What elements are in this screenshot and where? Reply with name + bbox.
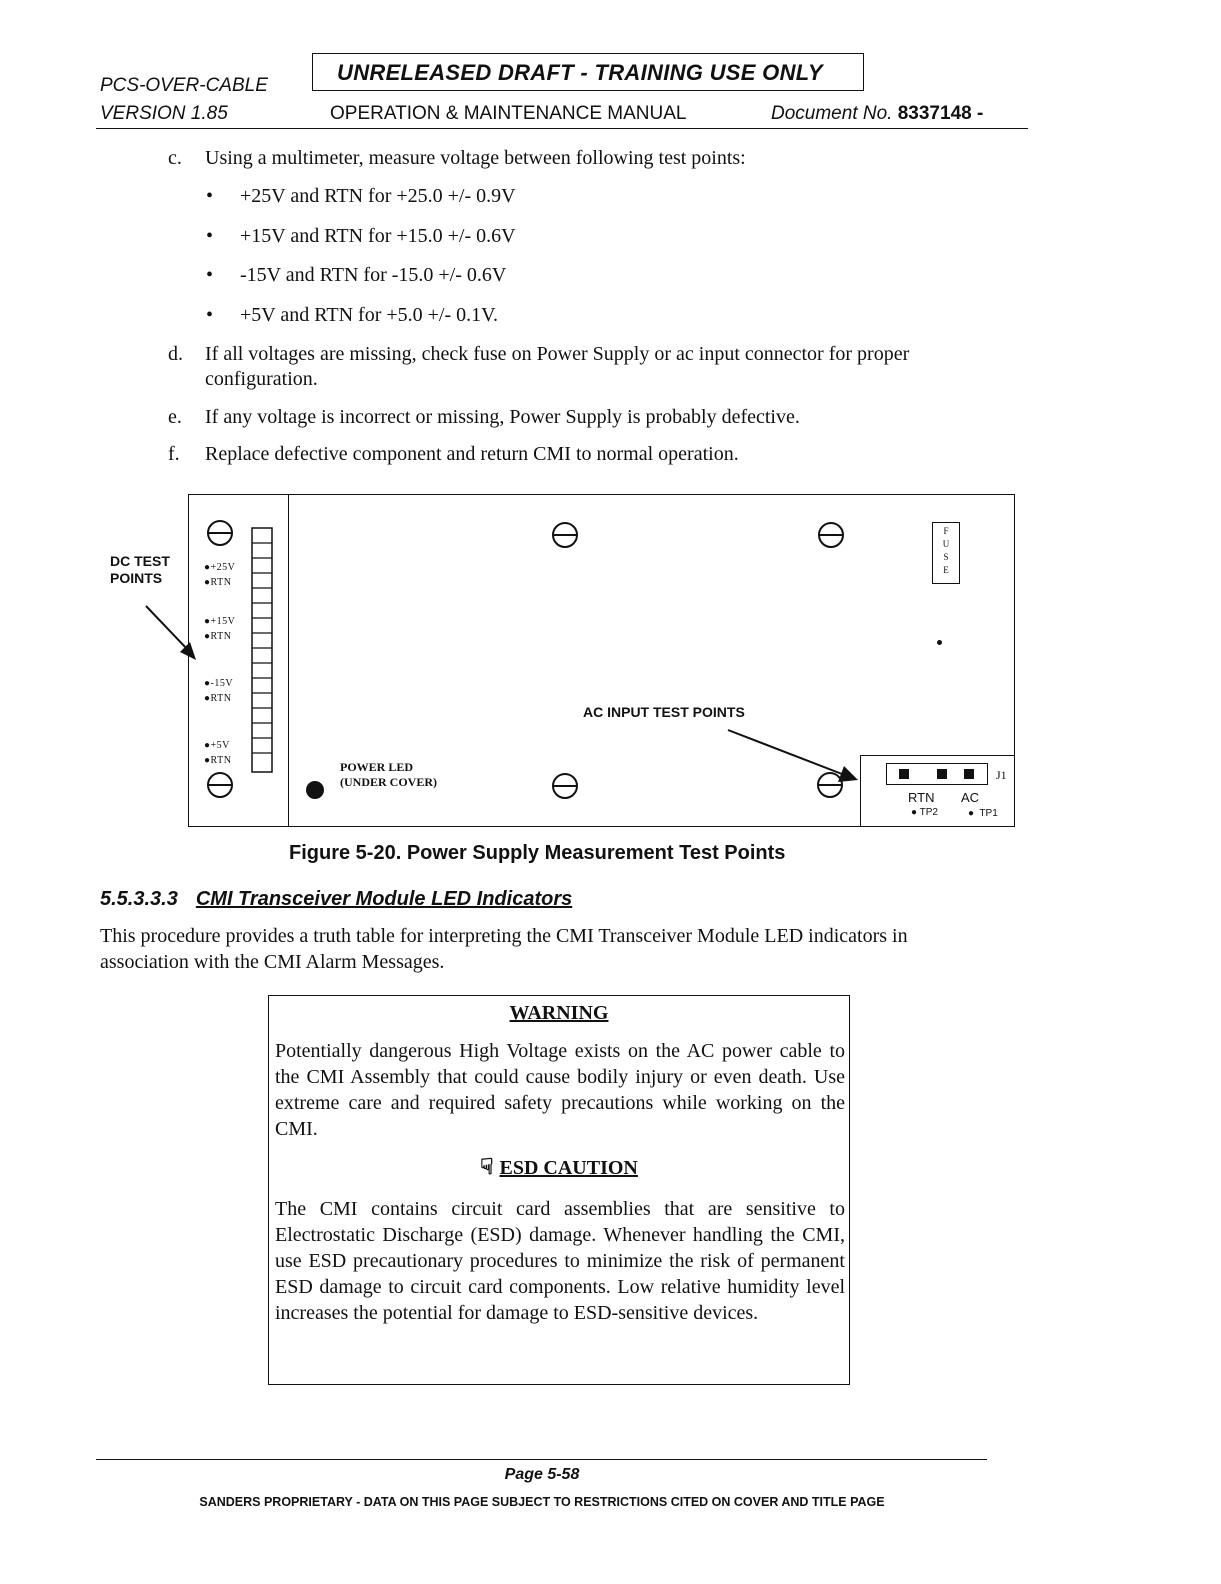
test-point-dot: ● — [204, 740, 211, 751]
step-label: e. — [168, 406, 182, 428]
warning-heading: WARNING — [509, 1002, 609, 1024]
esd-text: The CMI contains circuit card assemblies that are sensitive to Electrostatic Discharge (ESD) damage. Whenever handling the CMI, use ESD precautionary procedures to minimize the risk of permanent ESD damage to circuit card components. Low relative humidity level increases the potential for damage to ESD-sensitive devices. — [275, 1198, 845, 1324]
tp2-dot: ● — [911, 807, 920, 818]
draft-banner — [312, 53, 864, 91]
test-point-dot: ● — [204, 755, 211, 766]
step-label: d. — [168, 343, 183, 365]
warning-box — [268, 995, 850, 1385]
screw-icon — [205, 770, 235, 800]
bullet-icon: • — [206, 185, 214, 207]
step-text: Replace defective component and return CMI to normal operation. — [205, 443, 739, 465]
connector-pin — [937, 769, 947, 779]
connector-pin — [899, 769, 909, 779]
page-number: Page 5-58 — [504, 1466, 580, 1483]
terminal-strip — [251, 527, 275, 775]
ac-label: AC — [961, 790, 980, 805]
bullet-icon: • — [206, 304, 214, 326]
test-point-label: RTN — [210, 577, 232, 588]
tp1-dot: ● — [968, 808, 980, 819]
step-label: f. — [168, 443, 180, 465]
step-text: If all voltages are missing, check fuse on Power Supply or ac input connector for proper configuration. — [205, 343, 910, 390]
section-title: CMI Transceiver Module LED Indicators — [195, 888, 573, 910]
test-point — [204, 750, 231, 768]
header-product: PCS-OVER-CABLE — [100, 75, 268, 96]
esd-heading: ESD CAUTION — [499, 1157, 638, 1179]
bullet-text: +25V and RTN for +25.0 +/- 0.9V — [240, 185, 516, 207]
header-version: VERSION 1.85 — [100, 103, 228, 124]
bullet-icon: • — [206, 264, 214, 286]
step-text: Using a multimeter, measure voltage between following test points: — [205, 147, 746, 169]
test-point-label: RTN — [210, 631, 232, 642]
small-dot — [937, 640, 942, 645]
test-point-dot: ● — [204, 693, 211, 704]
screw-icon — [205, 518, 235, 548]
test-point-dot: ● — [204, 562, 211, 573]
fuse-letter: S — [943, 552, 949, 562]
doc-number: 8337148 - — [897, 103, 984, 124]
doc-label: Document No. — [771, 103, 893, 124]
tp1-label: TP1 — [979, 808, 998, 819]
test-point-label: RTN — [210, 693, 232, 704]
test-point-label: RTN — [210, 755, 232, 766]
power-led-text: POWER LED — [340, 760, 414, 774]
test-point-label: +15V — [210, 616, 236, 627]
bullet-icon: • — [206, 225, 214, 247]
test-point-dot: ● — [204, 678, 211, 689]
fuse-letter: U — [942, 539, 950, 549]
connector-pin — [964, 769, 974, 779]
draft-banner-text: UNRELEASED DRAFT - TRAINING USE ONLY — [337, 60, 823, 85]
connector-label: J1 — [996, 768, 1007, 782]
step-label: c. — [168, 147, 182, 169]
esd-heading-row — [269, 1154, 849, 1180]
bullet-text: +5V and RTN for +5.0 +/- 0.1V. — [240, 304, 498, 326]
proprietary-note: SANDERS PROPRIETARY - DATA ON THIS PAGE SUBJECT TO RESTRICTIONS CITED ON COVER AND TITLE PAGE — [199, 1495, 885, 1509]
rtn-label: RTN — [908, 790, 935, 805]
test-point — [204, 626, 231, 644]
connector-j1 — [886, 763, 988, 785]
ac-input-label: AC INPUT TEST POINTS — [583, 704, 745, 720]
bullet-text: -15V and RTN for -15.0 +/- 0.6V — [240, 264, 507, 286]
section-body: This procedure provides a truth table for interpreting the CMI Transceiver Module LED indicators in association with the CMI Alarm Messages. — [100, 925, 908, 973]
screw-icon — [550, 520, 580, 550]
diagram-divider — [288, 494, 289, 827]
section-number: 5.5.3.3.3 — [100, 888, 178, 910]
power-led — [306, 781, 324, 799]
tp2 — [911, 807, 938, 818]
screw-icon — [550, 771, 580, 801]
test-point-dot: ● — [204, 577, 211, 588]
fuse-letter: F — [943, 526, 949, 536]
esd-hand-icon: ☟ — [480, 1154, 494, 1179]
test-point-dot: ● — [204, 616, 211, 627]
footer-rule — [96, 1459, 987, 1460]
section-heading — [100, 888, 572, 911]
tp2-label: TP2 — [919, 807, 938, 818]
under-cover-text: (UNDER COVER) — [340, 775, 437, 789]
header-rule — [96, 128, 1028, 129]
dc-test-points-label: DC TEST POINTS — [110, 553, 170, 586]
bullet-text: +15V and RTN for +15.0 +/- 0.6V — [240, 225, 516, 247]
test-point-dot: ● — [204, 631, 211, 642]
ac-input-arrow — [724, 726, 864, 786]
test-point-label: -15V — [210, 678, 234, 689]
test-point — [204, 688, 231, 706]
tp1 — [968, 808, 998, 819]
figure-caption: Figure 5-20. Power Supply Measurement Test Points — [289, 842, 786, 864]
fuse-letter: E — [943, 565, 949, 575]
test-point-label: +5V — [210, 740, 230, 751]
warning-text: Potentially dangerous High Voltage exists on the AC power cable to the CMI Assembly that could cause bodily injury or even death. Use extreme care and required safety precautions while working on the CMI. — [275, 1040, 845, 1140]
screw-icon — [816, 520, 846, 550]
test-point — [204, 572, 231, 590]
fuse — [932, 522, 960, 584]
test-point-label: +25V — [210, 562, 236, 573]
header-manual-title: OPERATION & MAINTENANCE MANUAL — [330, 103, 687, 124]
power-led-label — [340, 760, 437, 790]
step-text: If any voltage is incorrect or missing, Power Supply is probably defective. — [205, 406, 800, 428]
header-doc-number — [771, 103, 983, 125]
